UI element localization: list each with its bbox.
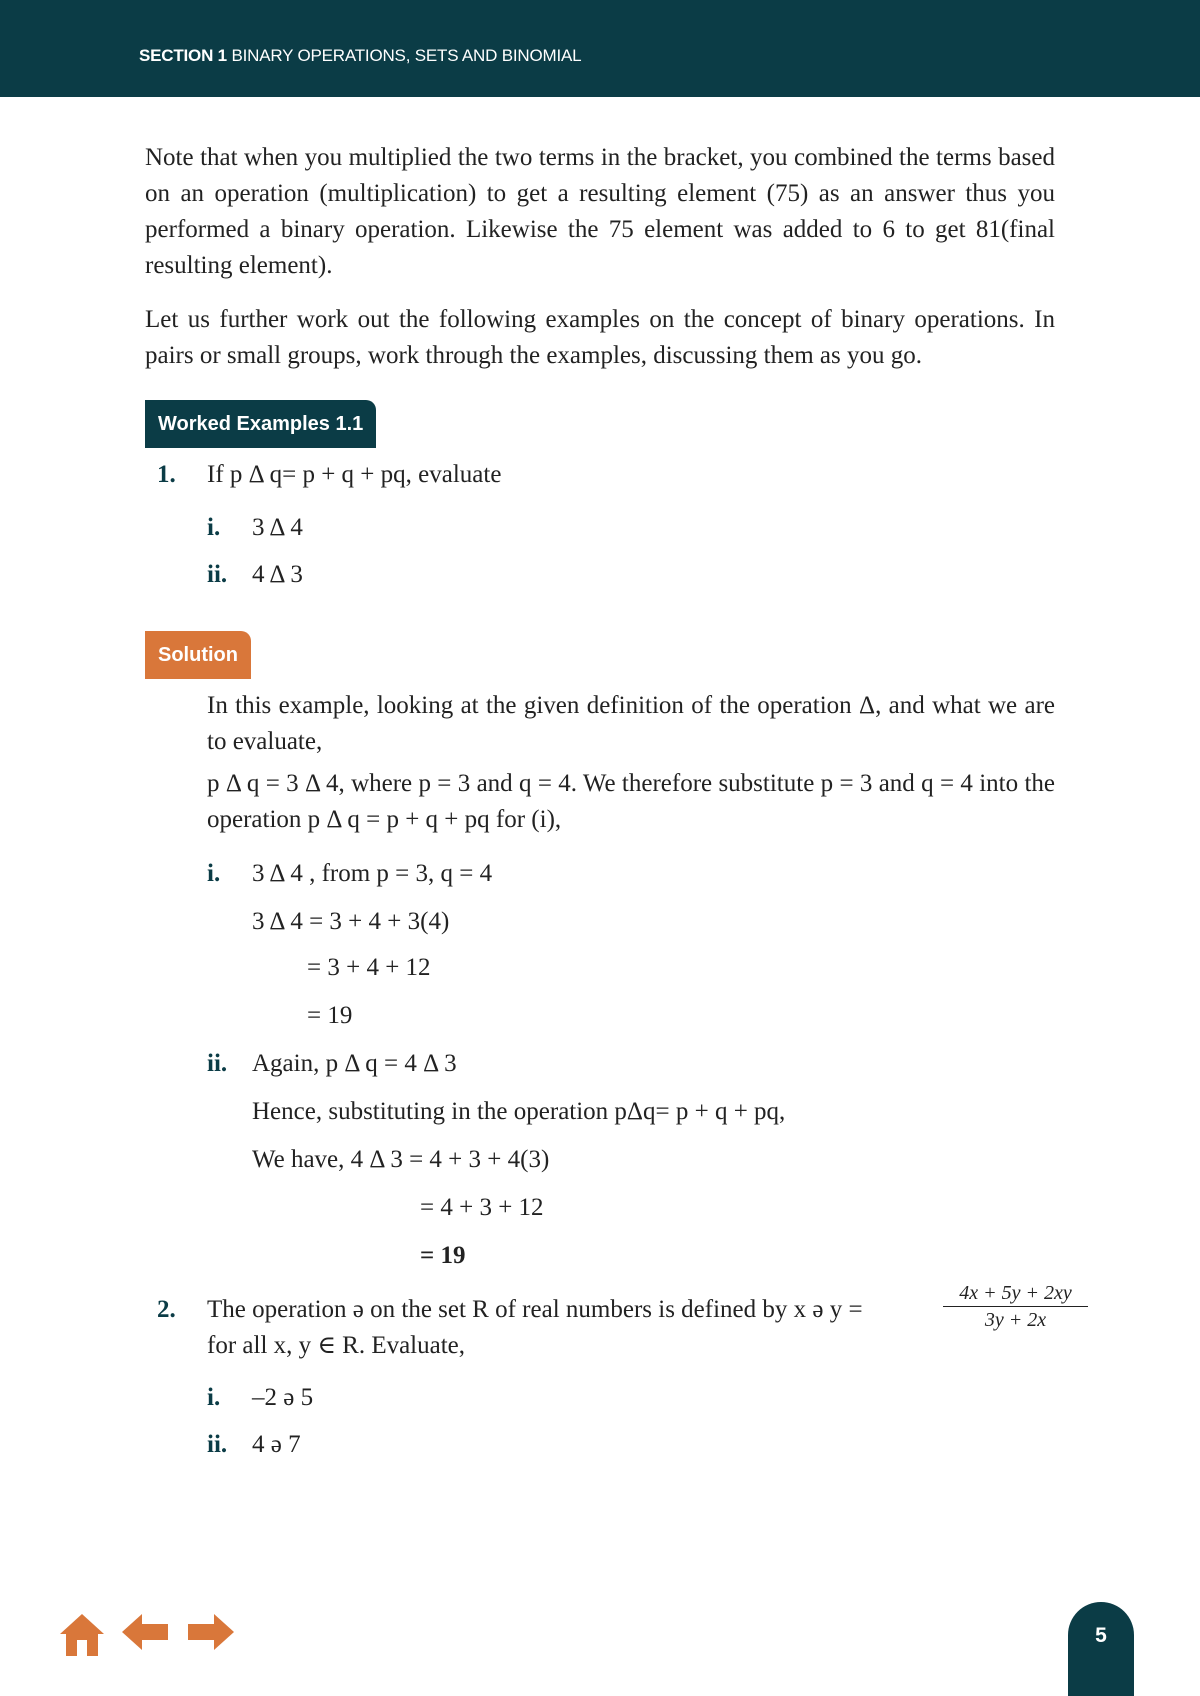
intro-paragraph-1: Note that when you multiplied the two terms in the bracket, you combined the terms based on an operation (multiplication) to get a resulting element (75) as an answer thus you performed a binary operation. Likewise the 75 element was added to 6 to get 81(final resulting element). (145, 144, 1055, 279)
page-number: 5 (1095, 1624, 1107, 1647)
solution-part-ii-label: ii. (207, 1050, 228, 1077)
page-number-tab (1068, 1602, 1134, 1696)
example-1-part-ii: 4 Δ 3 (252, 561, 303, 588)
solution-paragraph-2: p Δ q = 3 Δ 4, where p = 3 and q = 4. We therefore substitute p = 3 and q = 4 into the operation p Δ q = p + q + pq for (i), (207, 770, 1055, 833)
example-2-fraction (943, 1280, 1088, 1333)
previous-page-icon[interactable] (120, 1612, 170, 1652)
example-1-question: If p Δ q= p + q + pq, evaluate (207, 461, 502, 488)
solution-paragraph-1: In this example, looking at the given definition of the operation Δ, and what we are to evaluate, (207, 692, 1055, 755)
solution-part-ii-line-3: We have, 4 Δ 3 = 4 + 3 + 4(3) (252, 1146, 550, 1173)
example-2-part-i: –2 ə 5 (252, 1384, 314, 1411)
next-page-icon[interactable] (186, 1612, 236, 1652)
page-header (0, 0, 1200, 97)
example-2-part-ii: 4 ə 7 (252, 1431, 301, 1458)
solution-part-i-line-2: 3 Δ 4 = 3 + 4 + 3(4) (252, 908, 450, 935)
home-icon[interactable] (58, 1612, 106, 1658)
solution-part-i-label: i. (207, 860, 221, 887)
solution-part-ii-line-5: = 19 (420, 1242, 466, 1269)
example-2-number: 2. (157, 1296, 176, 1323)
fraction-denominator: 3y + 2x (984, 1309, 1047, 1331)
example-1-part-i: 3 Δ 4 (252, 514, 303, 541)
solution-part-ii-line-4: = 4 + 3 + 12 (420, 1194, 544, 1221)
example-2-question: The operation ə on the set R of real numbers is defined by x ə y = (207, 1296, 863, 1323)
section-title: SECTION 1 BINARY OPERATIONS, SETS AND BINOMIAL (139, 46, 582, 65)
solution-part-i-line-4: = 19 (307, 1002, 353, 1029)
solution-part-ii-line-2: Hence, substituting in the operation pΔq= p + q + pq, (252, 1098, 786, 1125)
solution-badge: Solution (145, 631, 251, 679)
example-1-number: 1. (157, 461, 176, 488)
solution-part-ii-line-1: Again, p Δ q = 4 Δ 3 (252, 1050, 457, 1077)
fraction-numerator: 4x + 5y + 2xy (943, 1280, 1088, 1307)
example-2-part-i-label: i. (207, 1384, 221, 1411)
intro-paragraph-2: Let us further work out the following examples on the concept of binary operations. In pairs or small groups, work through the examples, discussing them as you go. (145, 306, 1055, 369)
example-1-part-i-label: i. (207, 514, 221, 541)
example-2-question-cont: for all x, y ∈ R. Evaluate, (207, 1332, 466, 1359)
worked-examples-badge: Worked Examples 1.1 (145, 400, 376, 448)
example-1-part-ii-label: ii. (207, 561, 228, 588)
example-2-part-ii-label: ii. (207, 1431, 228, 1458)
solution-part-i-line-3: = 3 + 4 + 12 (307, 954, 431, 981)
solution-part-i-line-1: 3 Δ 4 , from p = 3, q = 4 (252, 860, 493, 887)
